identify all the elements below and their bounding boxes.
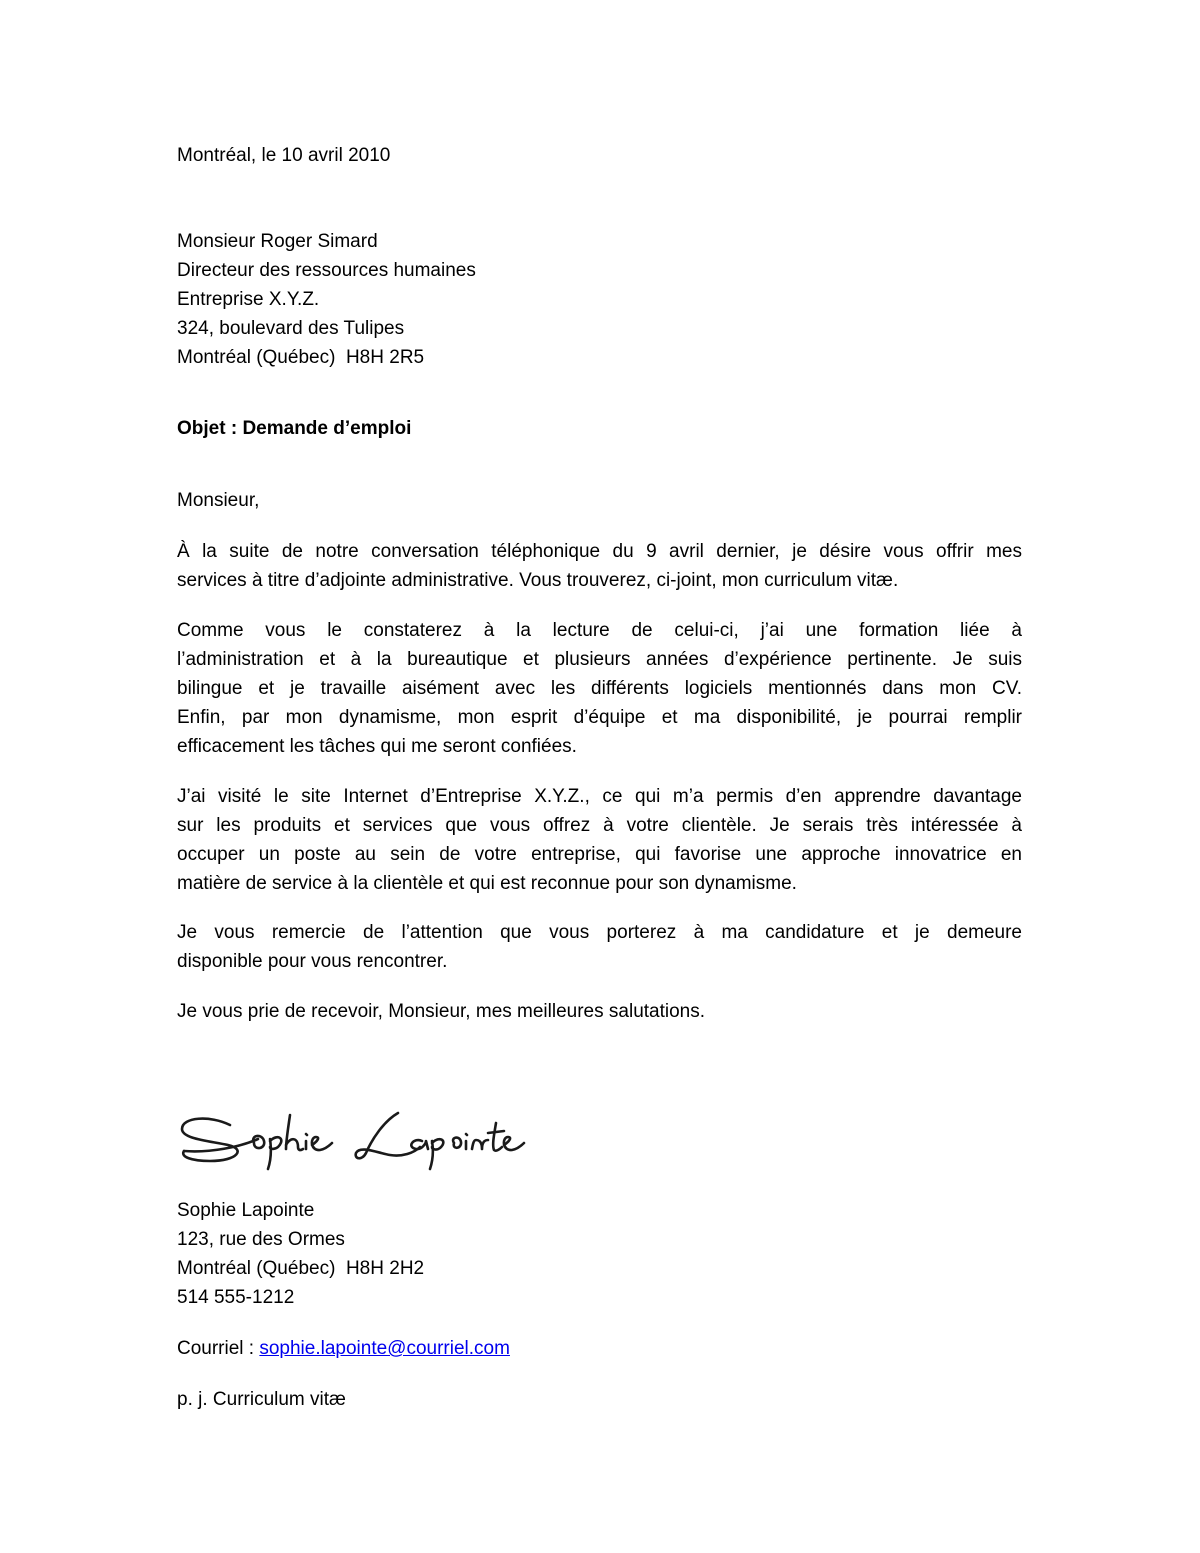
- sender-city: Montréal (Québec) H8H 2H2: [177, 1258, 425, 1279]
- paragraph-line: occuper un poste au sein de votre entreprise, qui favorise une approche innovatrice en: [177, 844, 1022, 865]
- letter-salutation: Monsieur,: [177, 490, 260, 511]
- attachment-note: p. j. Curriculum vitæ: [177, 1389, 346, 1410]
- handwritten-signature: [170, 1095, 530, 1175]
- paragraph-line: Enfin, par mon dynamisme, mon esprit d’équipe et ma disponibilité, je pourrai remplir: [177, 707, 1022, 728]
- paragraph-3: [177, 782, 1022, 898]
- recipient-title: Directeur des ressources humaines: [177, 260, 476, 281]
- paragraph-1: [177, 537, 1022, 595]
- paragraph-line: Je vous remercie de l’attention que vous porterez à ma candidature et je demeure: [177, 922, 1022, 943]
- recipient-city: Montréal (Québec) H8H 2R5: [177, 347, 425, 368]
- paragraph-line: Comme vous le constaterez à la lecture de celui-ci, j’ai une formation liée à: [177, 620, 1022, 641]
- paragraph-line: disponible pour vous rencontrer.: [177, 951, 448, 972]
- email-line: [177, 1334, 510, 1363]
- sender-street: 123, rue des Ormes: [177, 1229, 345, 1250]
- recipient-company: Entreprise X.Y.Z.: [177, 289, 320, 310]
- email-label: Courriel :: [177, 1338, 260, 1359]
- paragraph-line: l’administration et à la bureautique et plusieurs années d’expérience pertinente. Je suis: [177, 649, 1022, 670]
- letter-date: Montréal, le 10 avril 2010: [177, 145, 391, 166]
- sender-address: [177, 1196, 1022, 1312]
- recipient-name: Monsieur Roger Simard: [177, 231, 378, 252]
- paragraph-line: À la suite de notre conversation téléphonique du 9 avril dernier, je désire vous offrir mes: [177, 541, 1022, 562]
- paragraph-line: Je vous prie de recevoir, Monsieur, mes meilleures salutations.: [177, 1001, 706, 1022]
- paragraph-line: sur les produits et services que vous offrez à votre clientèle. Je serais très intéressée à: [177, 815, 1022, 836]
- paragraph-5: [177, 997, 1022, 1026]
- recipient-street: 324, boulevard des Tulipes: [177, 318, 405, 339]
- paragraph-line: efficacement les tâches qui me seront confiées.: [177, 736, 577, 757]
- paragraph-2: [177, 616, 1022, 761]
- paragraph-line: J’ai visité le site Internet d’Entreprise X.Y.Z., ce qui m’a permis d’en apprendre davantage: [177, 786, 1022, 807]
- paragraph-line: matière de service à la clientèle et qui est reconnue pour son dynamisme.: [177, 873, 797, 894]
- paragraph-4: [177, 918, 1022, 976]
- sender-name: Sophie Lapointe: [177, 1200, 315, 1221]
- paragraph-line: services à titre d’adjointe administrative. Vous trouverez, ci-joint, mon curriculum vitæ.: [177, 570, 899, 591]
- paragraph-line: bilingue et je travaille aisément avec les différents logiciels mentionnés dans mon CV.: [177, 678, 1022, 699]
- letter-subject: Objet : Demande d’emploi: [177, 418, 412, 439]
- recipient-address: [177, 227, 1022, 372]
- sender-phone: 514 555-1212: [177, 1287, 295, 1308]
- email-link[interactable]: sophie.lapointe@courriel.com: [259, 1338, 510, 1359]
